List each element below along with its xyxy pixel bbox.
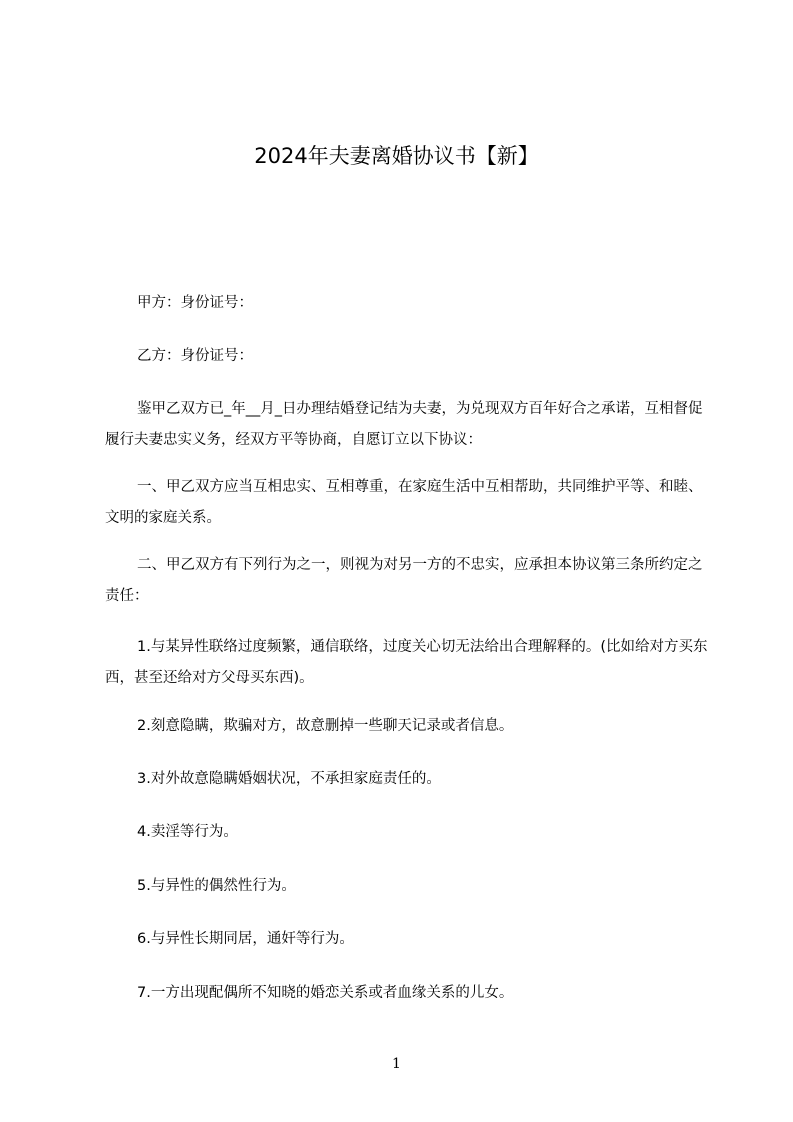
list-item: 5.与异性的偶然性行为。: [137, 878, 296, 894]
paragraph-article-2: 二、甲乙双方有下列行为之一，则视为对另一方的不忠实，应承担本协议第三条所约定之责任：: [105, 557, 703, 604]
list-item: 3.对外故意隐瞒婚姻状况，不承担家庭责任的。: [137, 771, 441, 787]
list-item: 7.一方出现配偶所不知晓的婚恋关系或者血缘关系的儿女。: [137, 985, 514, 1001]
list-item: 1.与某异性联络过度频繁，通信联络，过度关心切无法给出合理解释的。(比如给对方买东西，甚至还给对方父母买东西)。: [105, 639, 708, 686]
paragraph-article-1: 一、甲乙双方应当互相忠实、互相尊重，在家庭生活中互相帮助，共同维护平等、和睦、文明的家庭关系。: [105, 479, 703, 526]
list-item: 2.刻意隐瞒，欺骗对方，故意删掉一些聊天记录或者信息。: [137, 718, 514, 734]
paragraph-party-a: 甲方：身份证号：: [137, 295, 253, 311]
list-item: 6.与异性长期同居，通奸等行为。: [137, 931, 354, 947]
paragraph-party-b: 乙方：身份证号：: [137, 348, 253, 364]
document-title: 2024年夫妻离婚协议书【新】: [254, 144, 539, 168]
list-item: 4.卖淫等行为。: [137, 824, 238, 840]
paragraph-preamble: 鉴甲乙双方已_年__月_日办理结婚登记结为夫妻，为兑现双方百年好合之承诺，互相督促履行夫妻忠实义务，经双方平等协商，自愿订立以下协议：: [105, 401, 703, 448]
page-number: 1: [392, 1056, 401, 1072]
